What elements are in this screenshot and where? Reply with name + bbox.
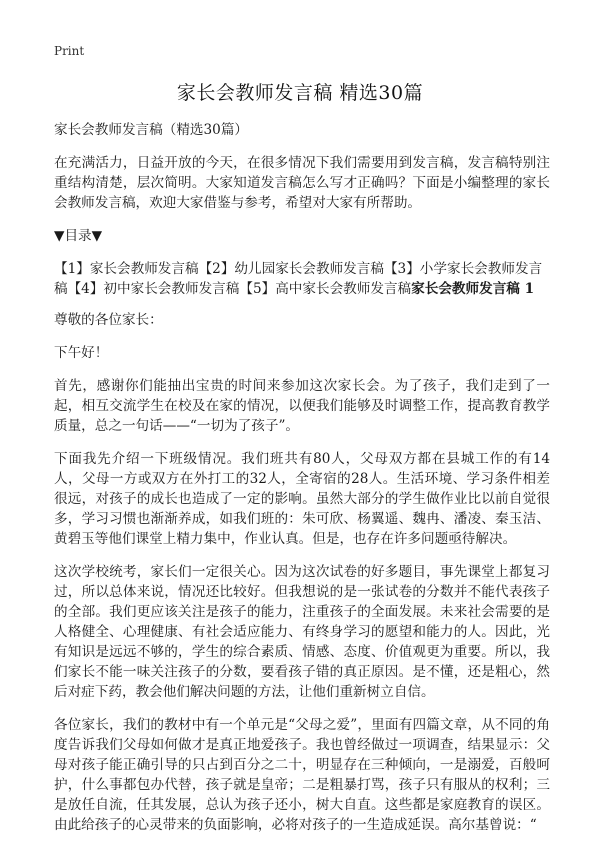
toc-link-3[interactable]: 【3】小学家长会教师发言稿 — [54, 261, 543, 297]
table-of-contents — [54, 259, 550, 299]
document-subtitle: 家长会教师发言稿（精选30篇） — [54, 122, 249, 138]
body-paragraph-3: 这次学校统考，家长们一定很关心。因为这次试卷的好多题目，事先课堂上都复习过，所以总体来说，情况还比较好。但我想说的是一张试卷的分数并不能代表孩子的全部。我们更应该关注是孩子的能力，注重孩子的全面发展。未来社会需要的是人格健全、心理健康、有社会适应能力、有终身学习的愿望和能力的人。因此，光有知识是远远不够的，学生的综合素质、情感、态度、价值观更为重要。所以，我们家长不能一味关注孩子的分数，要看孩子错的真正原因。是不懂，还是粗心，然后对症下药，教会他们解决问题的方法，让他们重新树立自信。 — [54, 564, 550, 700]
toc-link-4[interactable]: 【4】初中家长会教师发言稿 — [67, 281, 240, 297]
section-title: 家长会教师发言稿 1 — [411, 281, 535, 297]
body-paragraph-2: 下面我先介绍一下班级情况。我们班共有80人，父母双方都在县城工作的有14人，父母一方或双方在外打工的32人，全寄宿的28人。生活环境、学习条件相差很远，对孩子的成长也造成了一定的影响。虽然大部分的学生做作业比以前自觉很多，学习习惯也渐渐养成，如我们班的：朱可欣、杨翼遥、魏冉、潘凌、秦玉洁、黄碧玉等他们课堂上精力集中，作业认真。但是，也存在许多问题亟待解决。 — [54, 451, 550, 547]
salutation: 尊敬的各位家长： — [54, 312, 163, 328]
greeting: 下午好！ — [54, 345, 109, 361]
toc-heading: ▼目录▼ — [54, 228, 103, 244]
body-paragraph-1: 首先，感谢你们能抽出宝贵的时间来参加这次家长会。为了孩子，我们走到了一起，相互交流学生在校及在家的情况，以便我们能够及时调整工作，提高教育教学质量，总之一句话——“一切为了孩子”。 — [54, 378, 550, 434]
toc-link-5[interactable]: 【5】高中家长会教师发言稿 — [239, 281, 412, 297]
print-label: Print — [54, 44, 85, 58]
intro-paragraph: 在充满活力，日益开放的今天，在很多情况下我们需要用到发言稿，发言稿特别注重结构清楚，层次简明。大家知道发言稿怎么写才正确吗？下面是小编整理的家长会教师发言稿，欢迎大家借鉴与参考，希望对大家有所帮助。 — [54, 155, 550, 211]
body-paragraph-4: 各位家长，我们的教材中有一个单元是“父母之爱”，里面有四篇文章，从不同的角度告诉我们父母如何做才是真正地爱孩子。我也曾经做过一项调查，结果显示：父母对孩子能正确引导的只占到百分之二十，明显存在三种倾向，一是溺爱，百般呵护，什么事都包办代替，孩子就是皇帝；二是粗暴打骂，孩子只有服从的权利；三是放任自流，任其发展，总认为孩子还小，树大自直。这些都是家庭教育的误区。由此给孩子的心灵带来的负面影响，必将对孩子的一生造成延误。高尔基曾说：“ — [54, 717, 550, 833]
toc-link-2[interactable]: 【2】幼儿园家长会教师发言稿 — [198, 261, 384, 277]
document-body — [54, 120, 550, 848]
toc-link-1[interactable]: 【1】家长会教师发言稿 — [54, 261, 199, 277]
document-title: 家长会教师发言稿 精选30篇 — [176, 82, 424, 104]
